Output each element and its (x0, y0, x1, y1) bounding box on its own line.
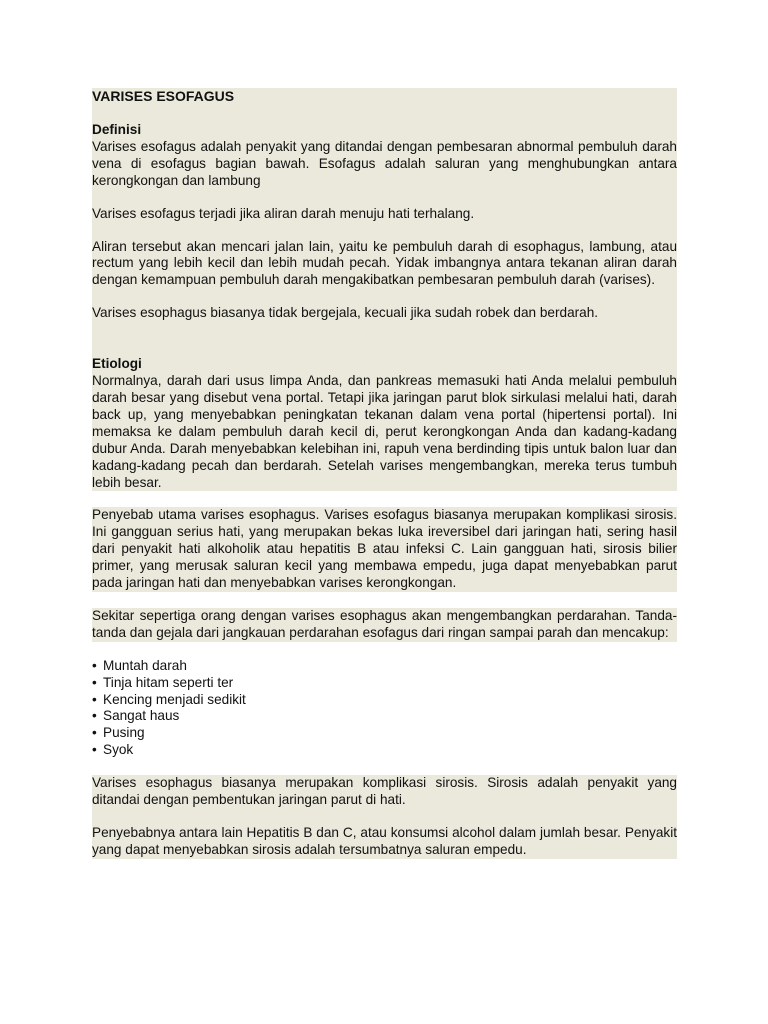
paragraph: Penyebab utama varises esophagus. Varises esofagus biasanya merupakan komplikasi sirosis. Ini gangguan serius hati, yang merupakan bekas luka ireversibel dari jaringan hati, sering hasil dari penyakit hati alkoholik atau hepatitis B atau infeksi C. Lain gangguan hati, sirosis bilier primer, yang merusak saluran kecil yang membawa empedu, juga dapat menyebabkan parut pada jaringan hati dan menyebabkan varises kerongkongan. (92, 507, 677, 591)
definisi-section (92, 88, 677, 491)
paragraph: Sekitar sepertiga orang dengan varises esophagus akan mengembangkan perdarahan. Tanda-tanda dan gejala dari jangkauan perdarahan esofagus dari ringan sampai parah dan mencakup: (92, 607, 677, 640)
paragraph: Varises esofagus terjadi jika aliran darah menuju hati terhalang. (92, 205, 475, 221)
etiologi-paragraph-4 (92, 775, 677, 859)
list-item: • Kencing menjadi sedikit (92, 691, 246, 707)
list-item: • Syok (92, 742, 134, 758)
paragraph: Varises esophagus biasanya merupakan komplikasi sirosis. Sirosis adalah penyakit yang ditandai dengan pembentukan jaringan parut di hati. (92, 775, 677, 808)
document-title: VARISES ESOFAGUS (92, 88, 235, 104)
list-item: • Sangat haus (92, 708, 180, 724)
list-item: • Pusing (92, 725, 145, 741)
paragraph: Aliran tersebut akan mencari jalan lain, yaitu ke pembuluh darah di esophagus, lambung, atau rectum yang lebih kecil dan lebih mudah pecah. Yidak imbangnya antara tekanan aliran darah dengan kemampuan pembuluh darah mengakibatkan pembesaran pembuluh darah (varises). (92, 238, 677, 288)
section-heading-etiologi: Etiologi (92, 356, 142, 372)
section-heading-definisi: Definisi (92, 122, 142, 137)
list-item: • Muntah darah (92, 657, 187, 673)
paragraph: Varises esofagus adalah penyakit yang ditandai dengan pembesaran abnormal pembuluh darah vena di esofagus bagian bawah. Esofagus adalah saluran yang menghubungkan antara kerongkongan dan lambung (92, 138, 677, 188)
paragraph: Normalnya, darah dari usus limpa Anda, dan pankreas memasuki hati Anda melalui pembuluh darah besar yang disebut vena portal. Tetapi jika jaringan parut blok sirkulasi melalui hati, darah back up, yang menyebabkan peningkatan tekanan dalam vena portal (hipertensi portal). Ini memaksa ke dalam pembuluh darah kecil di, perut kerongkongan Anda dan kadang-kadang dubur Anda. Darah menyebabkan kelebihan ini, rapuh vena berdinding tipis untuk balon luar dan kadang-kadang pecah dan berdarah. Setelah varises mengembangkan, mereka terus tumbuh lebih besar. (92, 373, 677, 490)
list-item: • Tinja hitam seperti ter (92, 674, 234, 690)
paragraph: Varises esophagus biasanya tidak bergejala, kecuali jika sudah robek dan berdarah. (92, 305, 599, 321)
paragraph: Penyebabnya antara lain Hepatitis B dan C, atau konsumsi alcohol dalam jumlah besar. Penyakit yang dapat menyebabkan sirosis adalah tersumbatnya saluran empedu. (92, 825, 677, 857)
document-page (92, 88, 677, 859)
symptom-list (92, 658, 677, 759)
etiologi-paragraph-2 (92, 507, 677, 592)
etiologi-paragraph-3 (92, 608, 677, 642)
